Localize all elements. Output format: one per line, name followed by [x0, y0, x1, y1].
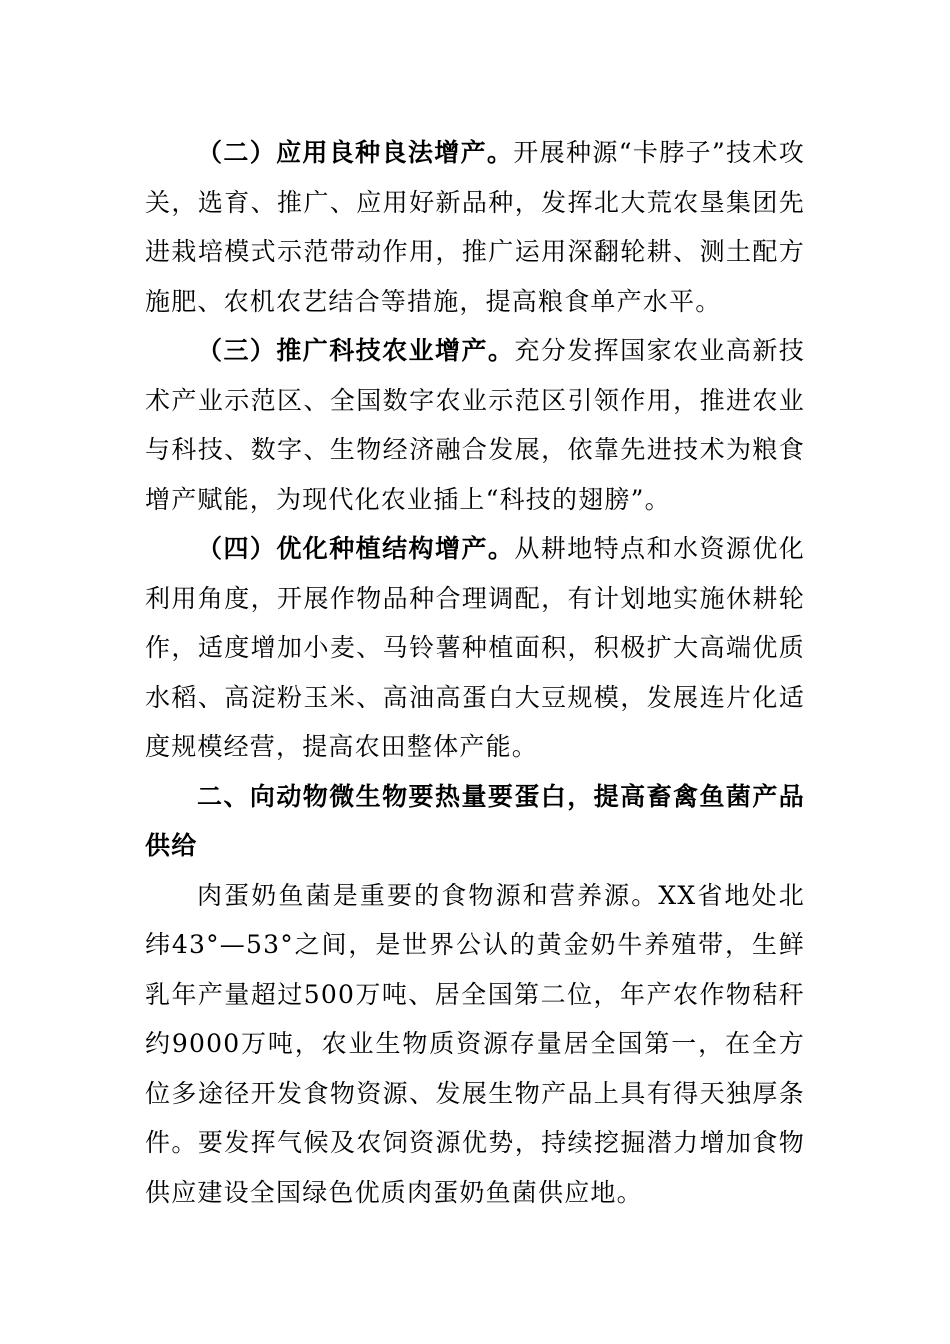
section-body-paragraph: 肉蛋奶鱼菌是重要的食物源和营养源。XX省地处北纬43°—53°之间，是世界公认的黄金奶牛养殖带，生鲜乳年产量超过500万吨、居全国第二位，年产农作物秸秆约9000万吨，农业生物质资源存量居全国第一，在全方位多途径开发食物资源、发展生物产品上具有得天独厚条件。要发挥气候及农饲资源优势，持续挖掘潜力增加食物供应建设全国绿色优质肉蛋奶鱼菌供应地。: [145, 880, 805, 1207]
section-heading: 二、向动物微生物要热量要蛋白，提高畜禽鱼菌产品供给: [145, 781, 805, 860]
paragraph-body: 从耕地特点和水资源优化利用角度，开展作物品种合理调配，有计划地实施休耕轮作，适度增加小麦、马铃薯种植面积，积极扩大高端优质水稻、高淀粉玉米、高油高蛋白大豆规模，发展连片化适度规模经营，提高农田整体产能。: [145, 534, 805, 761]
document-page: [145, 128, 805, 1217]
paragraph-body: 充分发挥国家农业高新技术产业示范区、全国数字农业示范区引领作用，推进农业与科技、数字、生物经济融合发展，依靠先进技术为粮食增产赋能，为现代化农业插上“科技的翅膀”。: [145, 336, 805, 514]
paragraph-lead: （二）应用良种良法增产。: [197, 138, 514, 167]
paragraph-improved-seeds: [145, 128, 805, 326]
paragraph-tech-agriculture: [145, 326, 805, 524]
paragraph-lead: （三）推广科技农业增产。: [197, 336, 515, 365]
paragraph-lead: （四）优化种植结构增产。: [197, 534, 515, 563]
paragraph-planting-structure: [145, 524, 805, 772]
paragraph-body: 开展种源“卡脖子”技术攻关，选育、推广、应用好新品种，发挥北大荒农垦集团先进栽培模式示范带动作用，推广运用深翻轮耕、测土配方施肥、农机农艺结合等措施，提高粮食单产水平。: [145, 138, 805, 316]
